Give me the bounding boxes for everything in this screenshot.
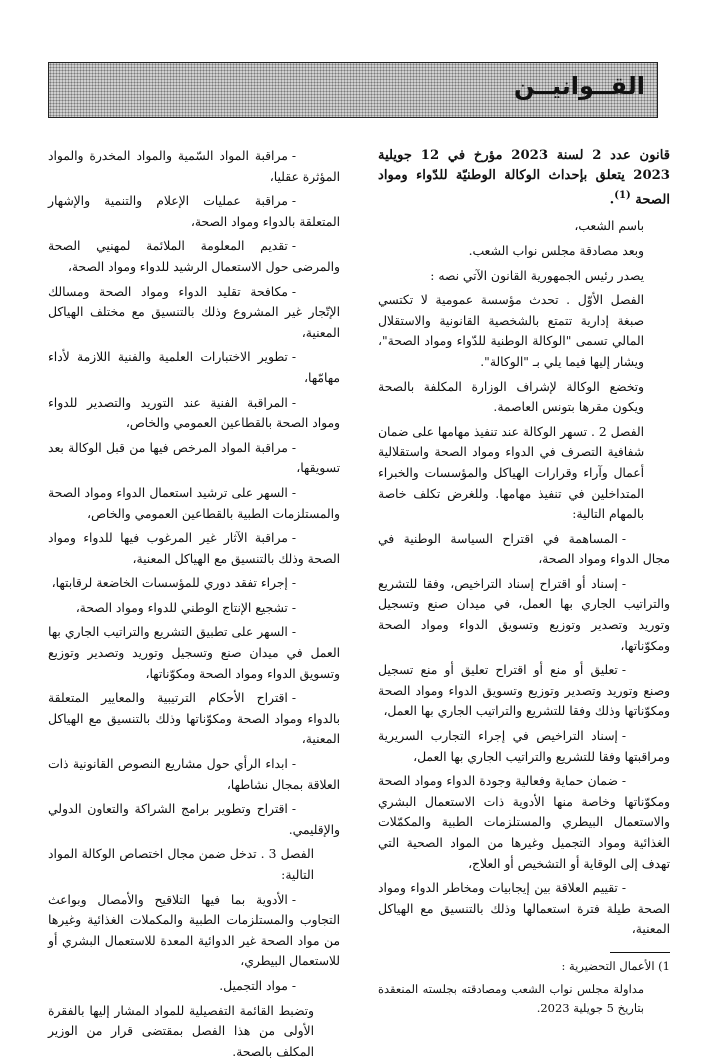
- preamble-line: باسم الشعب،: [574, 219, 644, 234]
- article-paragraph: الفصل 2 . تسهر الوكالة عند تنفيذ مهامها على ضمان شفافية التصرف في الدواء ومواد الصحة واستقلالية أعمال وآراء وقرارات الهياكل والمؤسسات والخبراء المتداخلين في تنفيذ مهامها. وللغرض تكلف خاصة بالمهام التالية:: [378, 424, 644, 522]
- dash-bullet-icon: -: [291, 757, 296, 772]
- dash-bullet-icon: -: [621, 729, 626, 744]
- list-item: -ضمان حماية وفعالية وجودة الدواء ومواد الصحة ومكوّناتها وخاصة منها الأدوية ذات الاستعمال البشري والاستعمال البيطري والمستلزمات الطبية والمكمّلات الغذائية ومواد التجميل وغيرها من المواد الصحية التي تهدف إلى الوقاية أو التشخيص أو العلاج،: [378, 771, 670, 874]
- list-item: -اقتراح وتطوير برامج الشراكة والتعاون الدولي والإقليمي.: [48, 799, 340, 840]
- dash-bullet-icon: -: [621, 576, 626, 591]
- dash-bullet-icon: -: [291, 531, 296, 546]
- dash-bullet-icon: -: [291, 625, 296, 640]
- dash-bullet-icon: -: [291, 892, 296, 907]
- footnote-divider: [610, 952, 670, 953]
- section-header-box: [48, 62, 658, 118]
- dash-bullet-icon: -: [621, 663, 626, 678]
- dash-bullet-icon: -: [621, 774, 626, 789]
- dash-bullet-icon: -: [291, 350, 296, 365]
- list-item: -مراقبة الآثار غير المرغوب فيها للدواء ومواد الصحة وذلك بالتنسيق مع الهياكل المعنية،: [48, 528, 340, 569]
- list-item: -السهر على ترشيد استعمال الدواء ومواد الصحة والمستلزمات الطبية بالقطاعين العمومي والخاص،: [48, 483, 340, 524]
- article-paragraph: وتضبط القائمة التفصيلية للمواد المشار إليها بالفقرة الأولى من هذا الفصل بمقتضى قرار من الوزير المكلف بالصحة.: [48, 1003, 314, 1059]
- list-item: -ابداء الرأي حول مشاريع النصوص القانونية ذات العلاقة بمجال نشاطها،: [48, 754, 340, 795]
- law-title: قانون عدد 2 لسنة 2023 مؤرخ في 12 جويلية 2023 يتعلق بإحداث الوكالة الوطنيّة للدّواء ومواد الصحة $^{(1)}$.: [378, 148, 671, 208]
- dash-bullet-icon: -: [291, 440, 296, 455]
- dash-bullet-icon: -: [291, 194, 296, 209]
- section-title: القــوانيــن: [513, 72, 645, 100]
- list-item: -إسناد التراخيص في إجراء التجارب السريرية ومراقبتها وفقا للتشريع والتراتيب الجاري بها العمل،: [378, 726, 670, 767]
- list-item: -تقديم المعلومة الملائمة لمهنيي الصحة والمرضى حول الاستعمال الرشيد للدواء ومواد الصحة،: [48, 236, 340, 277]
- preamble-line: يصدر رئيس الجمهورية القانون الآتي نصه :: [430, 268, 644, 283]
- list-item: -السهر على تطبيق التشريع والتراتيب الجاري بها العمل في ميدان صنع وتسجيل وتوريد وتصدير وتوزيع وتسويق الدواء ومواد الصحة ومكوّناتها،: [48, 622, 340, 684]
- list-item: -تقييم العلاقة بين إيجابيات ومخاطر الدواء ومواد الصحة طيلة فترة استعمالها وذلك بالتنسيق مع الهياكل المعنية،: [378, 878, 670, 940]
- footnote-title: 1) الأعمال التحضيرية :: [561, 958, 670, 973]
- list-item: -مراقبة عمليات الإعلام والتنمية والإشهار المتعلقة بالدواء ومواد الصحة،: [48, 191, 340, 232]
- dash-bullet-icon: -: [291, 600, 296, 615]
- dash-bullet-icon: -: [291, 149, 296, 163]
- article-paragraph: وتخضع الوكالة لإشراف الوزارة المكلفة بالصحة ويكون مقرها بتونس العاصمة.: [378, 379, 644, 415]
- list-item: -مواد التجميل.: [48, 976, 340, 997]
- footnote-text: مداولة مجلس نواب الشعب ومصادقته بجلسته المنعقدة بتاريخ 5 جويلية 2023.: [378, 981, 644, 1015]
- list-item: -المراقبة الفنية عند التوريد والتصدير للدواء ومواد الصحة بالقطاعين العمومي والخاص،: [48, 393, 340, 434]
- list-item: -تطوير الاختبارات العلمية والفنية اللازمة لأداء مهامّها،: [48, 347, 340, 388]
- dash-bullet-icon: -: [291, 576, 296, 591]
- list-item: -الأدوية بما فيها التلاقيح والأمصال وبواعث التجاوب والمستلزمات الطبية والمكملات الغذائية وغيرها من مواد الصحة غير الدوائية المعدة للاستعمال البشري أو للاستعمال البيطري،: [48, 890, 340, 972]
- dash-bullet-icon: -: [291, 691, 296, 706]
- right-column: [378, 146, 671, 1015]
- list-item: -مكافحة تقليد الدواء ومواد الصحة ومسالك الإتّجار غير المشروع وذلك بالتنسيق مع مختلف الهياكل المعنية،: [48, 282, 340, 344]
- list-item: -تشجيع الإنتاج الوطني للدواء ومواد الصحة،: [48, 598, 340, 619]
- dash-bullet-icon: -: [291, 395, 296, 410]
- preamble-line: وبعد مصادقة مجلس نواب الشعب.: [468, 243, 644, 258]
- dash-bullet-icon: -: [621, 881, 626, 896]
- dash-bullet-icon: -: [291, 485, 296, 500]
- list-item: -اقتراح الأحكام الترتيبية والمعايير المتعلقة بالدواء ومواد الصحة ومكوّناتها وذلك بالتنسيق مع الهياكل المعنية،: [48, 688, 340, 750]
- dash-bullet-icon: -: [291, 802, 296, 817]
- dash-bullet-icon: -: [291, 284, 296, 299]
- footnote-reference: (1): [614, 190, 631, 201]
- list-item: -إسناد أو اقتراح إسناد التراخيص، وفقا للتشريع والتراتيب الجاري بها العمل، في ميدان صنع وتسجيل وتوريد وتصدير وتوزيع وتسويق الدواء ومواد الصحة ومكوّناتها،: [378, 574, 670, 656]
- article-paragraph: الفصل الأوّل . تحدث مؤسسة عمومية لا تكتسي صبغة إدارية تتمتع بالشخصية القانونية والاستقلال المالي تسمى "الوكالة الوطنية للدّواء ومواد الصحة"، ويشار إليها فيما يلي بـ "الوكالة".: [378, 293, 644, 369]
- law-title-text: قانون عدد 2 لسنة 2023 مؤرخ في 12 جويلية 2023 يتعلق بإحداث الوكالة الوطنيّة للدّواء ومواد الصحة: [378, 148, 671, 208]
- list-item: -مراقبة المواد السّمية والمواد المخدرة والمواد المؤثرة عقليا،: [48, 146, 340, 187]
- dash-bullet-icon: -: [291, 978, 296, 993]
- left-column: [48, 146, 340, 1059]
- list-item: -المساهمة في اقتراح السياسة الوطنية في مجال الدواء ومواد الصحة،: [378, 529, 670, 570]
- list-item: -إجراء تفقد دوري للمؤسسات الخاضعة لرقابتها،: [48, 573, 340, 594]
- list-item: -تعليق أو منع أو اقتراح تعليق أو منع تسجيل وصنع وتوريد وتصدير وتوزيع وتسويق الدواء ومواد الصحة ومكوّناتها وذلك وفقا للتشريع والتراتيب الجاري بها العمل،: [378, 660, 670, 722]
- dash-bullet-icon: -: [291, 239, 296, 254]
- article-paragraph: الفصل 3 . تدخل ضمن مجال اختصاص الوكالة المواد التالية:: [48, 847, 314, 882]
- dash-bullet-icon: -: [621, 531, 626, 546]
- list-item: -مراقبة المواد المرخص فيها من قبل الوكالة بعد تسويقها،: [48, 438, 340, 479]
